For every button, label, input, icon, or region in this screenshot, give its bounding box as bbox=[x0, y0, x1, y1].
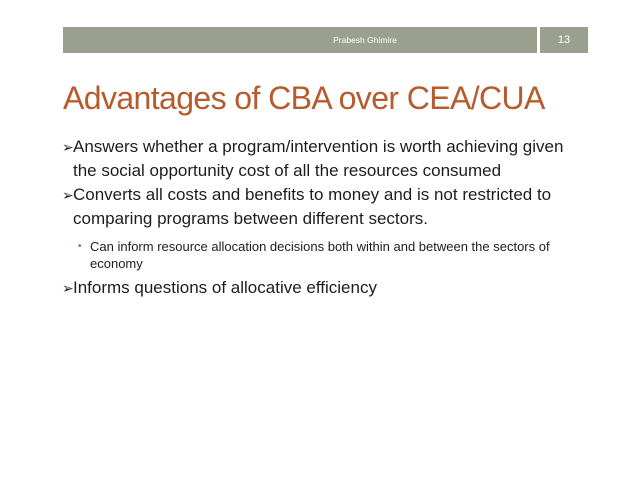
bullet-item bbox=[62, 276, 582, 300]
slide-number-block bbox=[540, 27, 588, 53]
slide-number: 13 bbox=[557, 34, 571, 46]
slide-title: Advantages of CBA over CEA/CUA bbox=[63, 80, 545, 116]
slide-content bbox=[62, 135, 582, 300]
arrow-bullet-icon: ➢ bbox=[62, 187, 74, 203]
bullet-text: Informs questions of allocative efficiency bbox=[73, 278, 377, 297]
arrow-bullet-icon: ➢ bbox=[62, 280, 74, 296]
bullet-item bbox=[62, 135, 582, 183]
arrow-bullet-icon: ➢ bbox=[62, 139, 74, 155]
sub-bullet-item bbox=[73, 238, 582, 272]
bullet-text: Converts all costs and benefits to money and is not restricted to comparing programs between different sectors. bbox=[73, 185, 552, 228]
author-name: Prabesh Ghimire bbox=[333, 35, 397, 45]
bullet-item bbox=[62, 183, 582, 231]
dot-bullet-icon: • bbox=[78, 241, 82, 252]
sub-bullet-text: Can inform resource allocation decisions both within and between the sectors of economy bbox=[90, 239, 550, 271]
slide-header-bar bbox=[63, 27, 588, 53]
author-block bbox=[63, 27, 537, 53]
bullet-text: Answers whether a program/intervention is worth achieving given the social opportunity cost of all the resources consumed bbox=[73, 137, 564, 180]
